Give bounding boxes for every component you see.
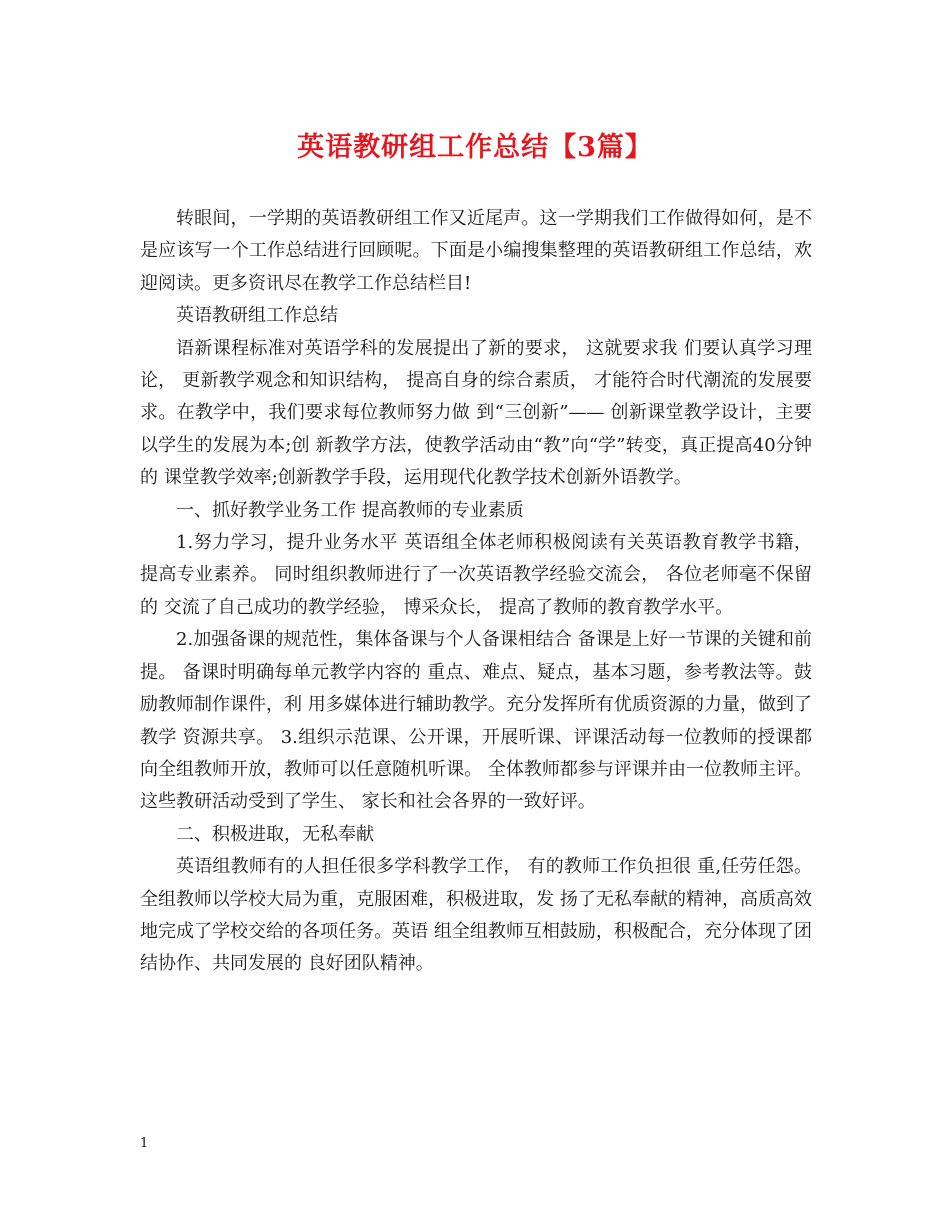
section-heading-summary: 英语教研组工作总结	[176, 305, 338, 327]
document-title: 英语教研组工作总结【3篇】	[297, 132, 653, 163]
intro-paragraph: 转眼间，一学期的英语教研组工作又近尾声。这一学期我们工作做得如何，是不是应该写一个工作总结进行回顾呢。下面是小编搜集整理的英语教研组工作总结，欢迎阅读。更多资讯尽在教学工作总结栏目!	[140, 208, 812, 294]
document-body	[140, 203, 812, 981]
body-paragraph-dedication: 英语组教师有的人担任很多学科教学工作， 有的教师工作负担很 重,任劳任怨。全组教师以学校大局为重，克服困难，积极进取，发 扬了无私奉献的精神，高质高效地完成了学校交给的各项任务。英语 组全组教师互相鼓励，积极配合，充分体现了团结协作、共同发展的 良好团队精神。	[140, 856, 812, 975]
body-paragraph-curriculum: 语新课程标准对英语学科的发展提出了新的要求， 这就要求我 们要认真学习理论， 更新教学观念和知识结构， 提高自身的综合素质， 才能符合时代潮流的发展要求。在教学中，我们要求每位教师努力做 到“三创新”—— 创新课堂教学设计，主要以学生的发展为本;创 新教学方法，使教学活动由“教”向“学”转变，真正提高40分钟的 课堂教学效率;创新教学手段，运用现代化教学技术创新外语教学。	[140, 337, 812, 489]
page-number: 1	[140, 1136, 149, 1151]
section-heading-one: 一、抓好教学业务工作 提高教师的专业素质	[176, 499, 524, 521]
section-heading-two: 二、积极进取，无私奉献	[176, 823, 374, 845]
body-paragraph-lesson-prep: 2.加强备课的规范性，集体备课与个人备课相结合 备课是上好一节课的关键和前提。 备课时明确每单元教学内容的 重点、难点、疑点，基本习题，参考教法等。鼓励教师制作课件，利 用多媒体进行辅助教学。充分发挥所有优质资源的力量，做到了教学 资源共享。 3.组织示范课、公开课，开展听课、评课活动每一位教师的授课都向全组教师开放，教师可以任意随机听课。 全体教师都参与评课并由一位教师主评。这些教研活动受到了学生、 家长和社会各界的一致好评。	[140, 629, 812, 813]
body-paragraph-study: 1.努力学习，提升业务水平 英语组全体老师积极阅读有关英语教育教学书籍， 提高专业素养。 同时组织教师进行了一次英语教学经验交流会， 各位老师毫不保留的 交流了自己成功的教学经验， 博采众长， 提高了教师的教育教学水平。	[140, 532, 812, 618]
